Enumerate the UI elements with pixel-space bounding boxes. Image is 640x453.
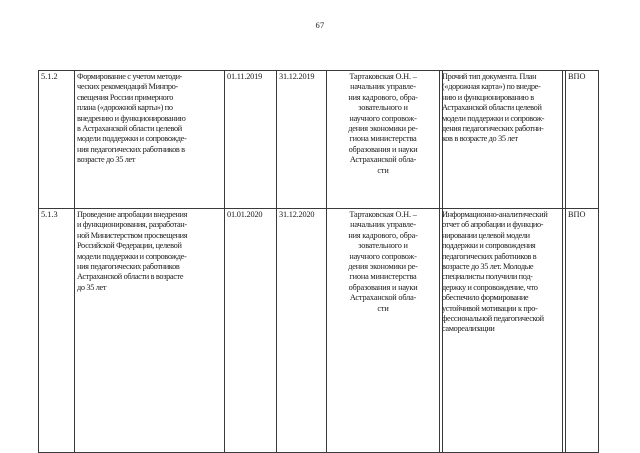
text-line: ния кадрового, обра- — [348, 92, 418, 102]
text-line: модели поддержки и сопровожде- — [77, 251, 187, 261]
text-line: ния кадрового, обра- — [348, 230, 418, 240]
text-line: Прочий тип документа. План — [442, 72, 537, 81]
table-row — [39, 71, 599, 209]
text-line: Проведение апробации внедрения — [77, 210, 188, 219]
task-description — [75, 71, 225, 209]
text-line: дения педагогических работни- — [442, 124, 544, 134]
text-line: («дорожная карта») по внедре- — [442, 82, 541, 92]
item-number: 5.1.3 — [39, 209, 75, 453]
text-line: ния педагогических работников в — [77, 144, 185, 154]
text-line: плана («дорожной карты») по — [77, 103, 173, 113]
text-line: устойчивой мотивации к про- — [442, 303, 538, 313]
text-line: ческих рекомендаций Минпро- — [77, 82, 178, 92]
expected-result — [440, 71, 566, 209]
text-line: образования и науки — [348, 144, 418, 154]
text-line: Тартаковская О.Н. – — [349, 72, 417, 81]
responsible-person — [327, 71, 440, 209]
task-description — [75, 209, 225, 453]
text-line: начальник управле- — [350, 220, 416, 230]
funding-source: ВПО — [566, 209, 599, 453]
text-line: модели поддержки и сопровожде- — [77, 134, 187, 144]
item-number: 5.1.2 — [39, 71, 75, 209]
text-line: сти — [377, 303, 389, 313]
text-line: ков в возрасте до 35 лет — [442, 134, 518, 144]
text-line: и функционирования, разработан- — [77, 220, 187, 230]
text-line: образования и науки — [348, 282, 418, 292]
text-line: дения экономики ре- — [348, 124, 418, 134]
text-line: Информационно-аналитический — [442, 210, 548, 219]
text-line: самореализации — [442, 324, 495, 334]
text-line: держку и сопровождение, что — [442, 282, 538, 292]
text-line: возрасте до 35 лет. Молодые — [442, 262, 534, 272]
text-line: в Астраханской области целевой — [77, 124, 182, 134]
text-line: поддержки и сопровождения — [442, 241, 536, 251]
text-line: нию и функционированию в — [442, 92, 534, 102]
text-line: научного сопровож- — [349, 251, 417, 261]
text-line: отчет об апробации и функцио- — [442, 220, 544, 230]
text-line: специалисты получили под- — [442, 272, 533, 282]
text-line: дения экономики ре- — [348, 262, 418, 272]
text-line: Астраханской области целевой — [442, 103, 542, 113]
text-line: нировании целевой модели — [442, 230, 530, 240]
end-date: 31.12.2019 — [277, 71, 327, 209]
text-line: ной Министерством просвещения — [77, 230, 188, 240]
text-line: научного сопровож- — [349, 113, 417, 123]
text-line: Астраханской области в возрасте — [77, 272, 184, 282]
text-line: зовательного и — [358, 103, 408, 113]
text-line: внедрению и функционированию — [77, 113, 186, 123]
text-line: Тартаковская О.Н. – — [349, 210, 417, 219]
text-line: зовательного и — [358, 241, 408, 251]
funding-source: ВПО — [566, 71, 599, 209]
text-line: до 35 лет — [77, 282, 107, 292]
text-line: начальник управле- — [350, 82, 416, 92]
text-line: гиона министерства — [349, 134, 417, 144]
text-line: ния педагогических работников — [77, 262, 180, 272]
text-line: обеспечило формирование — [442, 293, 529, 303]
text-line: Формирование с учетом методи- — [77, 72, 183, 81]
text-line: свещения России примерного — [77, 92, 174, 102]
text-line: модели поддержки и сопровож- — [442, 113, 545, 123]
page-number: 67 — [315, 20, 325, 30]
plan-table — [38, 70, 599, 453]
text-line: возрасте до 35 лет — [77, 155, 136, 165]
text-line: гиона министерства — [349, 272, 417, 282]
end-date: 31.12.2020 — [277, 209, 327, 453]
text-line: фессиональной педагогической — [442, 314, 544, 324]
table-row — [39, 209, 599, 453]
text-line: Российской Федерации, целевой — [77, 241, 182, 251]
responsible-person — [327, 209, 440, 453]
start-date: 01.11.2019 — [225, 71, 277, 209]
text-line: Астраханской обла- — [349, 293, 417, 303]
start-date: 01.01.2020 — [225, 209, 277, 453]
text-line: Астраханской обла- — [349, 155, 417, 165]
expected-result — [440, 209, 566, 453]
text-line: сти — [377, 165, 389, 175]
text-line: педагогических работников в — [442, 251, 537, 261]
